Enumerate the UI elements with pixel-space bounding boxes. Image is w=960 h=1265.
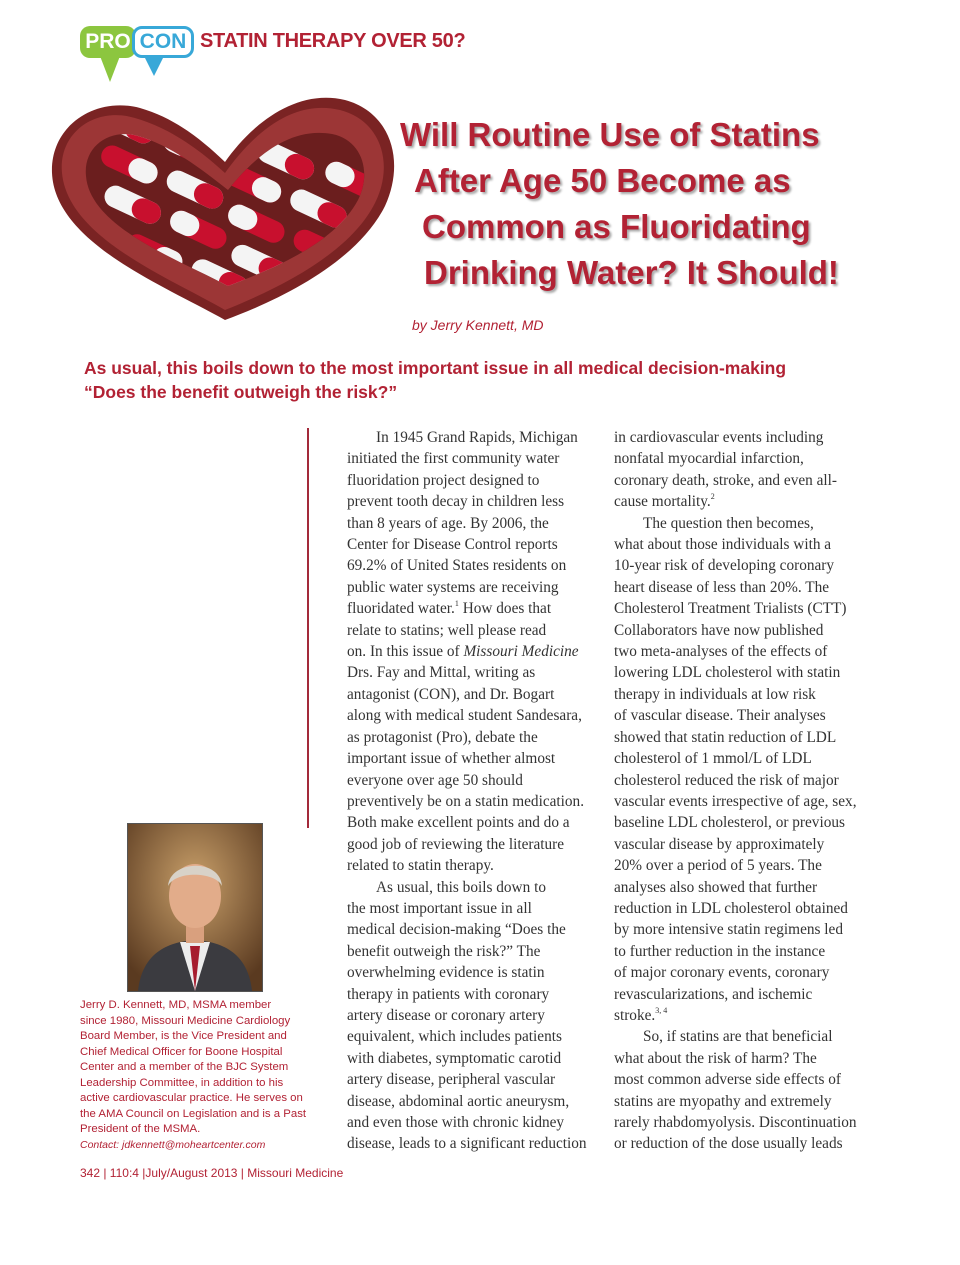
- text-line: benefit outweigh the risk?” The: [347, 942, 541, 960]
- text-line: So, if statins are that beneficial: [643, 1028, 833, 1046]
- text-line: analyses also showed that further: [614, 878, 818, 896]
- text-line: coronary death, stroke, and even all-: [614, 471, 837, 489]
- text-line: of major coronary events, coronary: [614, 964, 830, 982]
- byline: by Jerry Kennett, MD: [412, 317, 544, 333]
- headline-line: Drinking Water? It Should!: [424, 254, 839, 291]
- text-line: The question then becomes,: [643, 514, 814, 532]
- text-line: preventively be on a statin medication.: [347, 792, 585, 810]
- text-line: what about the risk of harm? The: [614, 1049, 817, 1067]
- text-line: overwhelming evidence is statin: [347, 964, 545, 982]
- author-caption: [80, 998, 330, 1153]
- pull-quote: [84, 356, 844, 404]
- text-line: stroke.$^{3, 4}$: [614, 1005, 668, 1024]
- text-line: cause mortality.$^2$: [614, 492, 715, 511]
- author-portrait: [128, 824, 262, 991]
- text-line: heart disease of less than 20%. The: [614, 578, 830, 596]
- text-line: 69.2% of United States residents on: [347, 557, 567, 575]
- text-line: on. In this issue of Missouri Medicine: [347, 643, 579, 661]
- text-line: with diabetes, symptomatic carotid: [347, 1049, 562, 1067]
- text-line: two meta-analyses of the effects of: [614, 643, 828, 661]
- text-line: good job of reviewing the literature: [347, 835, 565, 853]
- pull-quote-line: As usual, this boils down to the most important issue in all medical decision-making: [84, 358, 787, 378]
- text-line: of vascular disease. Their analyses: [614, 707, 826, 725]
- text-line: As usual, this boils down to: [376, 878, 546, 896]
- text-line: nonfatal myocardial infarction,: [614, 450, 804, 468]
- text-line: public water systems are receiving: [347, 578, 559, 596]
- text-line: everyone over age 50 should: [347, 771, 523, 789]
- text-line: 20% over a period of 5 years. The: [614, 857, 822, 875]
- text-line: medical decision-making “Does the: [347, 921, 566, 939]
- con-bubble-tail: [144, 56, 164, 76]
- text-line: reduction in LDL cholesterol obtained: [614, 899, 848, 917]
- caption-line: Jerry D. Kennett, MD, MSMA member: [80, 999, 272, 1011]
- text-line: related to statin therapy.: [347, 857, 494, 875]
- author-photo: [127, 823, 263, 992]
- text-line: as protagonist (Pro), debate the: [347, 728, 538, 746]
- text-line: Drs. Fay and Mittal, writing as: [347, 664, 536, 682]
- caption-line: Center and a member of the BJC System: [80, 1061, 289, 1073]
- text-line: cholesterol of 1 mmol/L of LDL: [614, 750, 812, 768]
- text-line: the most important issue in all: [347, 899, 532, 917]
- caption-line: Chief Medical Officer for Boone Hospital: [80, 1045, 283, 1058]
- reference-marker: 3, 4: [655, 1005, 668, 1015]
- text-line: statins are myopathy and extremely: [614, 1092, 832, 1110]
- procon-logo: [80, 26, 200, 92]
- caption-line: President of the MSMA.: [80, 1123, 201, 1135]
- text-line: lowering LDL cholesterol with statin: [614, 664, 841, 682]
- section-title: STATIN THERAPY OVER 50?: [200, 30, 466, 52]
- caption-line: active cardiovascular practice. He serves on: [80, 1092, 303, 1104]
- text-line: therapy in patients with coronary: [347, 985, 550, 1003]
- text-line: rarely rhabdomyolysis. Discontinuation: [614, 1114, 857, 1131]
- text-line: important issue of whether almost: [347, 750, 556, 768]
- text-line: most common adverse side effects of: [614, 1071, 841, 1089]
- text-line: artery disease or coronary artery: [347, 1006, 545, 1024]
- text-line: and even those with chronic kidney: [347, 1114, 565, 1131]
- pull-quote-line: “Does the benefit outweigh the risk?”: [84, 382, 398, 402]
- pro-bubble-tail: [100, 56, 120, 82]
- body-column-2: [614, 427, 874, 1155]
- article-headline: [400, 112, 920, 296]
- reference-marker: 2: [710, 492, 715, 502]
- text-line: artery disease, peripheral vascular: [347, 1071, 556, 1089]
- text-line: Center for Disease Control reports: [347, 536, 558, 554]
- caption-line: Leadership Committee, in addition to his: [80, 1076, 284, 1089]
- text-line: Cholesterol Treatment Trialists (CTT): [614, 600, 847, 618]
- headline-line: Will Routine Use of Statins: [400, 116, 820, 153]
- vertical-rule: [307, 428, 309, 828]
- text-line: vascular disease by approximately: [614, 835, 825, 853]
- text-line: disease, abdominal aortic aneurysm,: [347, 1092, 570, 1110]
- pro-bubble: PRO: [80, 26, 136, 58]
- text-line: therapy in individuals at low risk: [614, 685, 816, 703]
- text-line: In 1945 Grand Rapids, Michigan: [376, 429, 578, 446]
- text-line: disease, leads to a significant reduction: [347, 1135, 587, 1153]
- heart-pills-illustration: [50, 88, 400, 328]
- text-line: revascularizations, and ischemic: [614, 985, 813, 1003]
- text-line: in cardiovascular events including: [614, 429, 824, 446]
- text-line: baseline LDL cholesterol, or previous: [614, 814, 845, 832]
- text-line: Collaborators have now published: [614, 621, 824, 639]
- text-line: equivalent, which includes patients: [347, 1028, 562, 1046]
- text-line: than 8 years of age. By 2006, the: [347, 514, 549, 532]
- text-line: relate to statins; well please read: [347, 621, 547, 639]
- caption-line: Board Member, is the Vice President and: [80, 1030, 287, 1042]
- text-line: fluoridated water.$^1$ How does that: [347, 599, 552, 618]
- con-bubble: CON: [132, 26, 194, 58]
- text-line: what about those individuals with a: [614, 536, 832, 554]
- text-line: or reduction of the dose usually leads: [614, 1135, 843, 1153]
- reference-marker: 1: [454, 599, 459, 609]
- text-line: Both make excellent points and do a: [347, 814, 570, 832]
- headline-line: After Age 50 Become as: [414, 162, 791, 199]
- text-line: by more intensive statin regimens led: [614, 921, 843, 939]
- text-line: showed that statin reduction of LDL: [614, 728, 837, 746]
- caption-line: the AMA Council on Legislation and is a Past: [80, 1107, 307, 1120]
- caption-line: since 1980, Missouri Medicine Cardiology: [80, 1014, 291, 1027]
- text-line: cholesterol reduced the risk of major: [614, 771, 839, 789]
- text-line: prevent tooth decay in children less: [347, 493, 565, 511]
- body-column-1: [347, 427, 602, 1155]
- page-footer: 342 | 110:4 |July/August 2013 | Missouri Medicine: [80, 1166, 344, 1180]
- text-line: initiated the first community water: [347, 450, 560, 468]
- headline-line: Common as Fluoridating: [422, 208, 811, 245]
- text-line: along with medical student Sandesara,: [347, 707, 582, 725]
- text-line: 10-year risk of developing coronary: [614, 557, 835, 575]
- journal-name: Missouri Medicine: [463, 643, 579, 661]
- text-line: vascular events irrespective of age, sex,: [614, 792, 857, 810]
- text-line: fluoridation project designed to: [347, 471, 540, 489]
- text-line: antagonist (CON), and Dr. Bogart: [347, 685, 555, 703]
- author-contact: Contact: jdkennett@moheartcenter.com: [80, 1138, 266, 1151]
- text-line: to further reduction in the instance: [614, 942, 826, 960]
